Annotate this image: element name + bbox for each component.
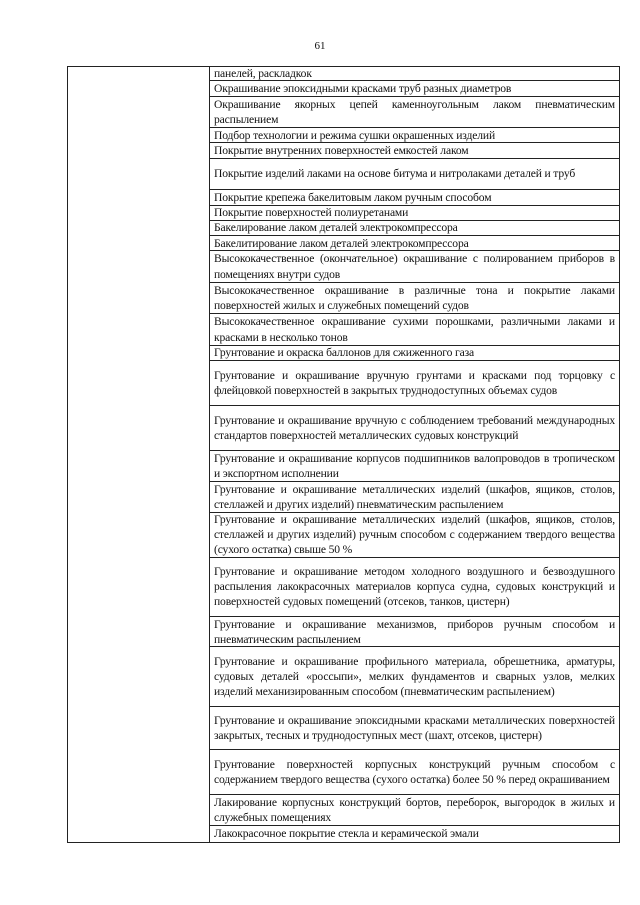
table-row [210, 482, 619, 513]
row-text: Покрытие внутренних поверхностей емкостей лаком [214, 143, 469, 157]
table-row [210, 283, 619, 315]
row-text: Грунтование и окраска баллонов для сжиженного газа [214, 346, 475, 360]
table-row [210, 617, 619, 648]
row-text: Грунтование и окрашивание методом холодного воздушного и безвоздушного распыления лакокрасочных материалов корпуса судна, судовых конструкций и поверхностей судовых помещений (отсеков, танков, цистерн) [214, 565, 615, 609]
row-text: Грунтование и окрашивание вручную с соблюдением требований международных стандартов поверхностей металлических судовых конструкций [214, 413, 615, 442]
table-rows [210, 67, 619, 842]
table-row [210, 67, 619, 81]
table-row [210, 451, 619, 483]
row-text: Грунтование и окрашивание вручную грунтами и красками под торцовку с флейцовкой поверхностей в закрытых труднодоступных объемах судов [214, 368, 615, 398]
row-text: Бакелирование лаком деталей электрокомпрессора [214, 221, 458, 235]
table-row [210, 361, 619, 406]
table-row [210, 81, 619, 96]
table-row [210, 750, 619, 795]
table-row [210, 647, 619, 706]
row-text: Грунтование и окрашивание профильного материала, обрешетника, арматуры, судовых деталей «россыпи», мелких фундаментов и сварных узлов, мелких изделий механизированным способом (пневматическим распылением) [214, 654, 615, 699]
row-text: Лакирование корпусных конструкций бортов, переборок, выгородок в жилых и служебных помещениях [214, 795, 615, 825]
row-text: Окрашивание эпоксидными красками труб разных диаметров [214, 81, 512, 95]
row-text: Покрытие крепежа бакелитовым лаком ручным способом [214, 190, 492, 204]
row-text: Грунтование и окрашивание механизмов, приборов ручным способом и пневматическим распылением [214, 617, 615, 646]
table-row [210, 558, 619, 617]
row-text: панелей, раскладкок [214, 67, 312, 81]
table-row [210, 707, 619, 751]
table-row [210, 406, 619, 451]
table-row [210, 513, 619, 558]
row-text: Грунтование и окрашивание эпоксидными красками металлических поверхностей закрытых, тесных и труднодоступных мест (шахт, отсеков, цистерн) [214, 713, 615, 743]
table-row [210, 251, 619, 283]
table-row [210, 159, 619, 191]
table-row [210, 97, 619, 129]
row-text: Подбор технологии и режима сушки окрашенных изделий [214, 128, 495, 142]
table-row [210, 221, 619, 236]
row-text: Грунтование и окрашивание корпусов подшипников валопроводов в тропическом и экспортном исполнении [214, 451, 615, 481]
row-text: Высококачественное (окончательное) окрашивание с полированием приборов в помещениях внутри судов [214, 252, 615, 281]
row-text: Грунтование поверхностей корпусных конструкций ручным способом с содержанием твердого вещества (сухого остатка) более 50 % перед окрашиванием [214, 758, 615, 787]
table-row [210, 826, 619, 842]
row-text: Высококачественное окрашивание сухими порошками, различными лаками и красками в несколько тонов [214, 315, 615, 344]
row-text: Бакелитирование лаком деталей электрокомпрессора [214, 236, 469, 250]
row-text: Покрытие изделий лаками на основе битума и нитролаками деталей и труб [214, 167, 576, 181]
table-row [210, 143, 619, 158]
row-text: Лакокрасочное покрытие стекла и керамической эмали [214, 827, 479, 841]
row-text: Грунтование и окрашивание металлических изделий (шкафов, ящиков, столов, стеллажей и других изделий) ручным способом с содержанием твердого вещества (сухого остатка) свыше 50 % [214, 513, 615, 557]
table-row [210, 346, 619, 361]
row-text: Грунтование и окрашивание металлических изделий (шкафов, ящиков, столов, стеллажей и других изделий) пневматическим распылением [214, 482, 615, 512]
document-table [67, 66, 620, 843]
table-row [210, 128, 619, 143]
table-row [210, 190, 619, 205]
table-row [210, 795, 619, 826]
row-text: Высококачественное окрашивание в различные тона и покрытие лаками поверхностей жилых и служебных помещений судов [214, 283, 615, 313]
table-row [210, 314, 619, 346]
table-row [210, 206, 619, 221]
row-text: Покрытие поверхностей полиуретанами [214, 206, 409, 220]
page-number: 61 [314, 40, 326, 52]
table-row [210, 236, 619, 251]
row-text: Окрашивание якорных цепей каменноугольным лаком пневматическим распылением [214, 97, 615, 126]
